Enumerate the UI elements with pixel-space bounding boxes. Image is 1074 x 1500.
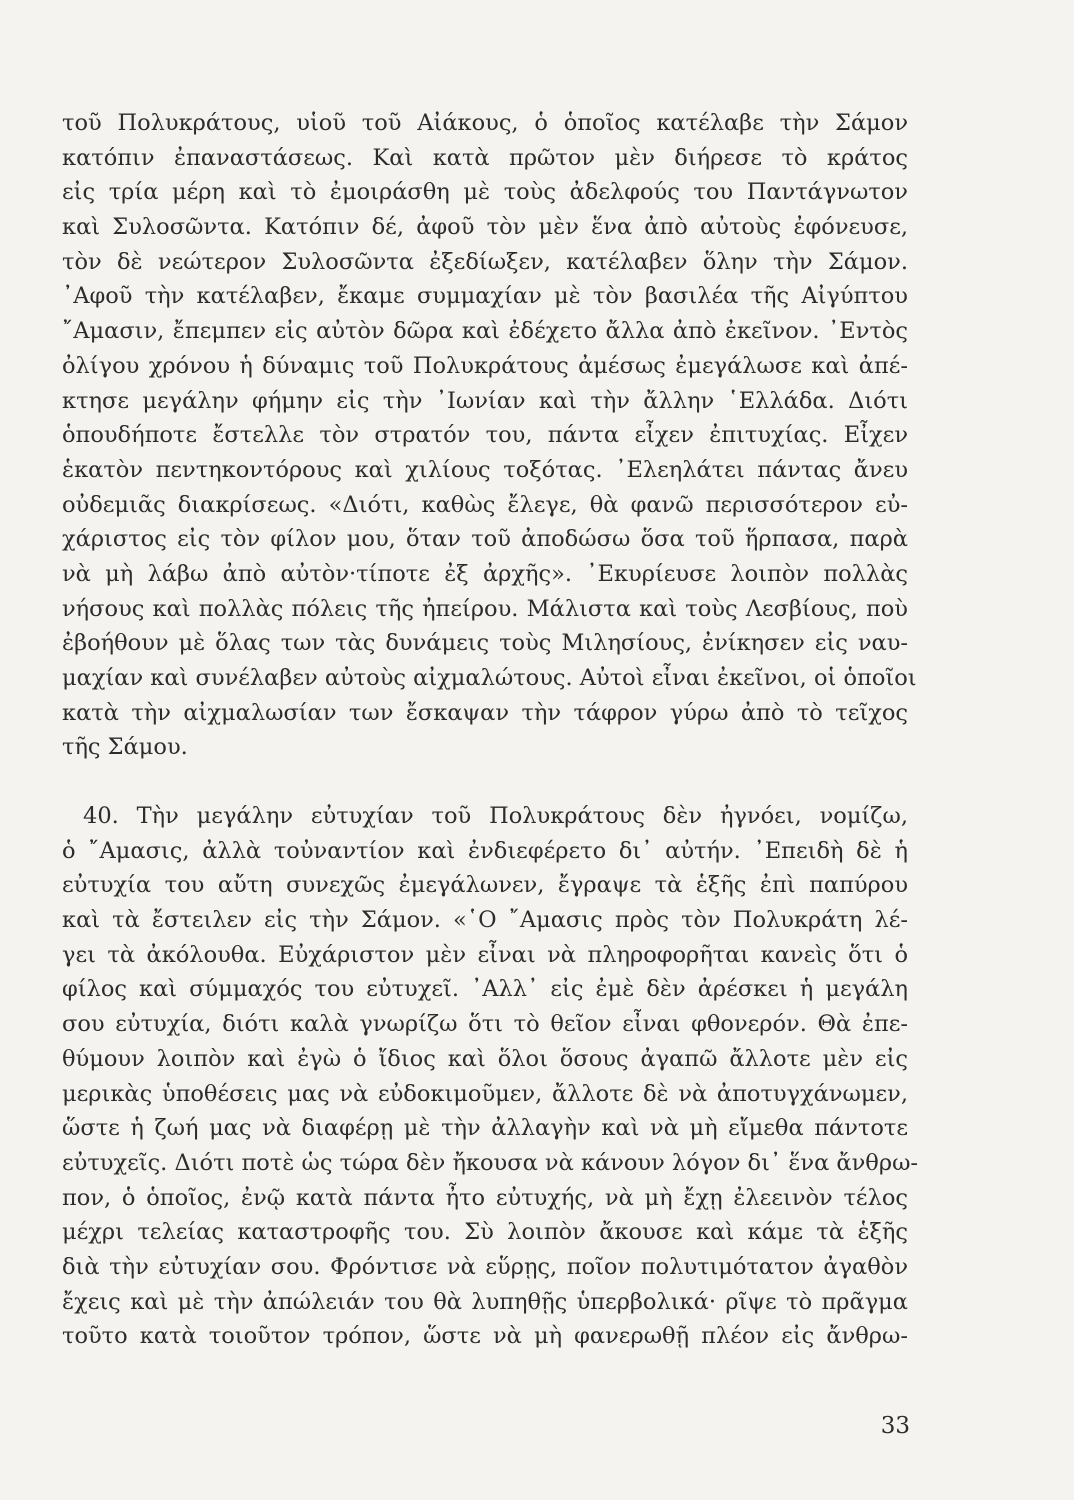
- text-line: μέχρι τελείας καταστροφῆς του. Σὺ λοιπὸν ἄκουσε καὶ κάμε τὰ ἑξῆς: [62, 1219, 908, 1246]
- text-line: κτησε μεγάλην φήμην εἰς τὴν ᾿Ιωνίαν καὶ τὴν ἄλλην ῾Ελλάδα. Διότι: [62, 387, 908, 414]
- text-line: οὐδεμιᾶς διακρίσεως. «Διότι, καθὼς ἔλεγε, θὰ φανῶ περισσότερον εὐ-: [62, 491, 908, 518]
- text-line: ἑκατὸν πεντηκοντόρους καὶ χιλίους τοξότας. ᾿Ελεηλάτει πάντας ἄνευ: [62, 456, 908, 483]
- text-line: ἐβοήθουν μὲ ὅλας των τὰς δυνάμεις τοὺς Μιλησίους, ἐνίκησεν εἰς ναυ-: [62, 630, 908, 657]
- text-line: τοῦ Πολυκράτους, υἱοῦ τοῦ Αἰάκους, ὁ ὁποῖος κατέλαβε τὴν Σάμον: [62, 110, 908, 136]
- text-line: ῎Αμασιν, ἔπεμπεν εἰς αὐτὸν δῶρα καὶ ἐδέχετο ἄλλα ἀπὸ ἐκεῖνον. ᾿Εντὸς: [62, 318, 908, 345]
- text-line: πον, ὁ ὁποῖος, ἐνῷ κατὰ πάντα ἦτο εὐτυχής, νὰ μὴ ἔχῃ ἐλεεινὸν τέλος: [62, 1184, 908, 1211]
- text-line: εἰς τρία μέρη καὶ τὸ ἐμοιράσθη μὲ τοὺς ἀδελφούς του Παντάγνωτον: [62, 179, 908, 206]
- text-line: μερικὰς ὑποθέσεις μας νὰ εὐδοκιμοῦμεν, ἄλλοτε δὲ νὰ ἀποτυγχάνωμεν,: [62, 1080, 908, 1107]
- text-line: εὐτυχία του αὔτη συνεχῶς ἐμεγάλωνεν, ἔγραψε τὰ ἑξῆς ἐπὶ παπύρου: [62, 872, 908, 899]
- text-line: τὸν δὲ νεώτερον Συλοσῶντα ἐξεδίωξεν, κατέλαβεν ὅλην τὴν Σάμον.: [62, 248, 908, 275]
- text-line: χάριστος εἰς τὸν φίλον μου, ὅταν τοῦ ἀποδώσω ὅσα τοῦ ἥρπασα, παρὰ: [62, 526, 908, 553]
- text-line: εὐτυχεῖς. Διότι ποτὲ ὡς τώρα δὲν ἤκουσα νὰ κάνουν λόγον δι᾿ ἕνα ἄνθρω-: [62, 1149, 919, 1176]
- text-line: ὁ ῎Αμασις, ἀλλὰ τοὐναντίον καὶ ἐνδιεφέρετο δι᾿ αὐτήν. ᾿Επειδὴ δὲ ἡ: [62, 837, 908, 864]
- paragraph-1: [62, 106, 917, 765]
- text-line: νήσους καὶ πολλὰς πόλεις τῆς ἠπείρου. Μάλιστα καὶ τοὺς Λεσβίους, ποὺ: [62, 595, 908, 622]
- text-line: ἔχεις καὶ μὲ τὴν ἀπώλειάν του θὰ λυπηθῇς ὑπερβολικά· ρῖψε τὸ πρᾶγμα: [62, 1288, 908, 1315]
- text-line: φίλος καὶ σύμμαχός του εὐτυχεῖ. ᾿Αλλ᾿ εἰς ἐμὲ δὲν ἀρέσκει ἡ μεγάλη: [62, 976, 908, 1003]
- text-line: ὁπουδήποτε ἔστελλε τὸν στρατόν του, πάντα εἶχεν ἐπιτυχίας. Εἶχεν: [62, 422, 908, 449]
- paragraph-2: [62, 799, 919, 1354]
- text-line: κατὰ τὴν αἰχμαλωσίαν των ἔσκαψαν τὴν τάφρον γύρω ἀπὸ τὸ τεῖχος: [62, 699, 908, 726]
- text-line: μαχίαν καὶ συνέλαβεν αὐτοὺς αἰχμαλώτους. Αὐτοὶ εἶναι ἐκεῖνοι, οἱ ὁποῖοι: [62, 665, 917, 691]
- text-line: καὶ Συλοσῶντα. Κατόπιν δέ, ἀφοῦ τὸν μὲν ἕνα ἀπὸ αὐτοὺς ἐφόνευσε,: [62, 214, 908, 241]
- text-line: νὰ μὴ λάβω ἀπὸ αὐτὸν·τίποτε ἐξ ἀρχῆς». ᾿Εκυρίευσε λοιπὸν πολλὰς: [62, 560, 908, 587]
- text-line: ὥστε ἡ ζωή μας νὰ διαφέρῃ μὲ τὴν ἀλλαγὴν καὶ νὰ μὴ εἴμεθα πάντοτε: [62, 1115, 908, 1142]
- page-number: 33: [880, 1413, 910, 1439]
- text-line: ᾿Αφοῦ τὴν κατέλαβεν, ἔκαμε συμμαχίαν μὲ τὸν βασιλέα τῆς Αἰγύπτου: [62, 283, 908, 310]
- text-line: ὀλίγου χρόνου ἡ δύναμις τοῦ Πολυκράτους ἀμέσως ἐμεγάλωσε καὶ ἀπέ-: [62, 352, 908, 379]
- text-line: κατόπιν ἐπαναστάσεως. Καὶ κατὰ πρῶτον μὲν διήρεσε τὸ κράτος: [62, 144, 908, 171]
- text-line: σου εὐτυχία, διότι καλὰ γνωρίζω ὅτι τὸ θεῖον εἶναι φθονερόν. Θὰ ἐπε-: [62, 1011, 908, 1038]
- text-line: καὶ τὰ ἔστειλεν εἰς τὴν Σάμον. «῾Ο ῎Αμασις πρὸς τὸν Πολυκράτη λέ-: [62, 907, 908, 934]
- text-line: τῆς Σάμου.: [62, 734, 188, 761]
- text-line: τοῦτο κατὰ τοιοῦτον τρόπον, ὥστε νὰ μὴ φανερωθῇ πλέον εἰς ἄνθρω-: [62, 1323, 908, 1350]
- text-line: διὰ τὴν εὐτυχίαν σου. Φρόντισε νὰ εὕρῃς, ποῖον πολυτιμότατον ἀγαθὸν: [62, 1253, 908, 1280]
- text-line: θύμουν λοιπὸν καὶ ἐγὼ ὁ ἴδιος καὶ ὅλοι ὅσους ἀγαπῶ ἄλλοτε μὲν εἰς: [62, 1045, 908, 1072]
- text-line: 40. Τὴν μεγάλην εὐτυχίαν τοῦ Πολυκράτους δὲν ἠγνόει, νομίζω,: [83, 803, 908, 829]
- text-line: γει τὰ ἀκόλουθα. Εὐχάριστον μὲν εἶναι νὰ πληροφορῆται κανεὶς ὅτι ὁ: [62, 941, 908, 968]
